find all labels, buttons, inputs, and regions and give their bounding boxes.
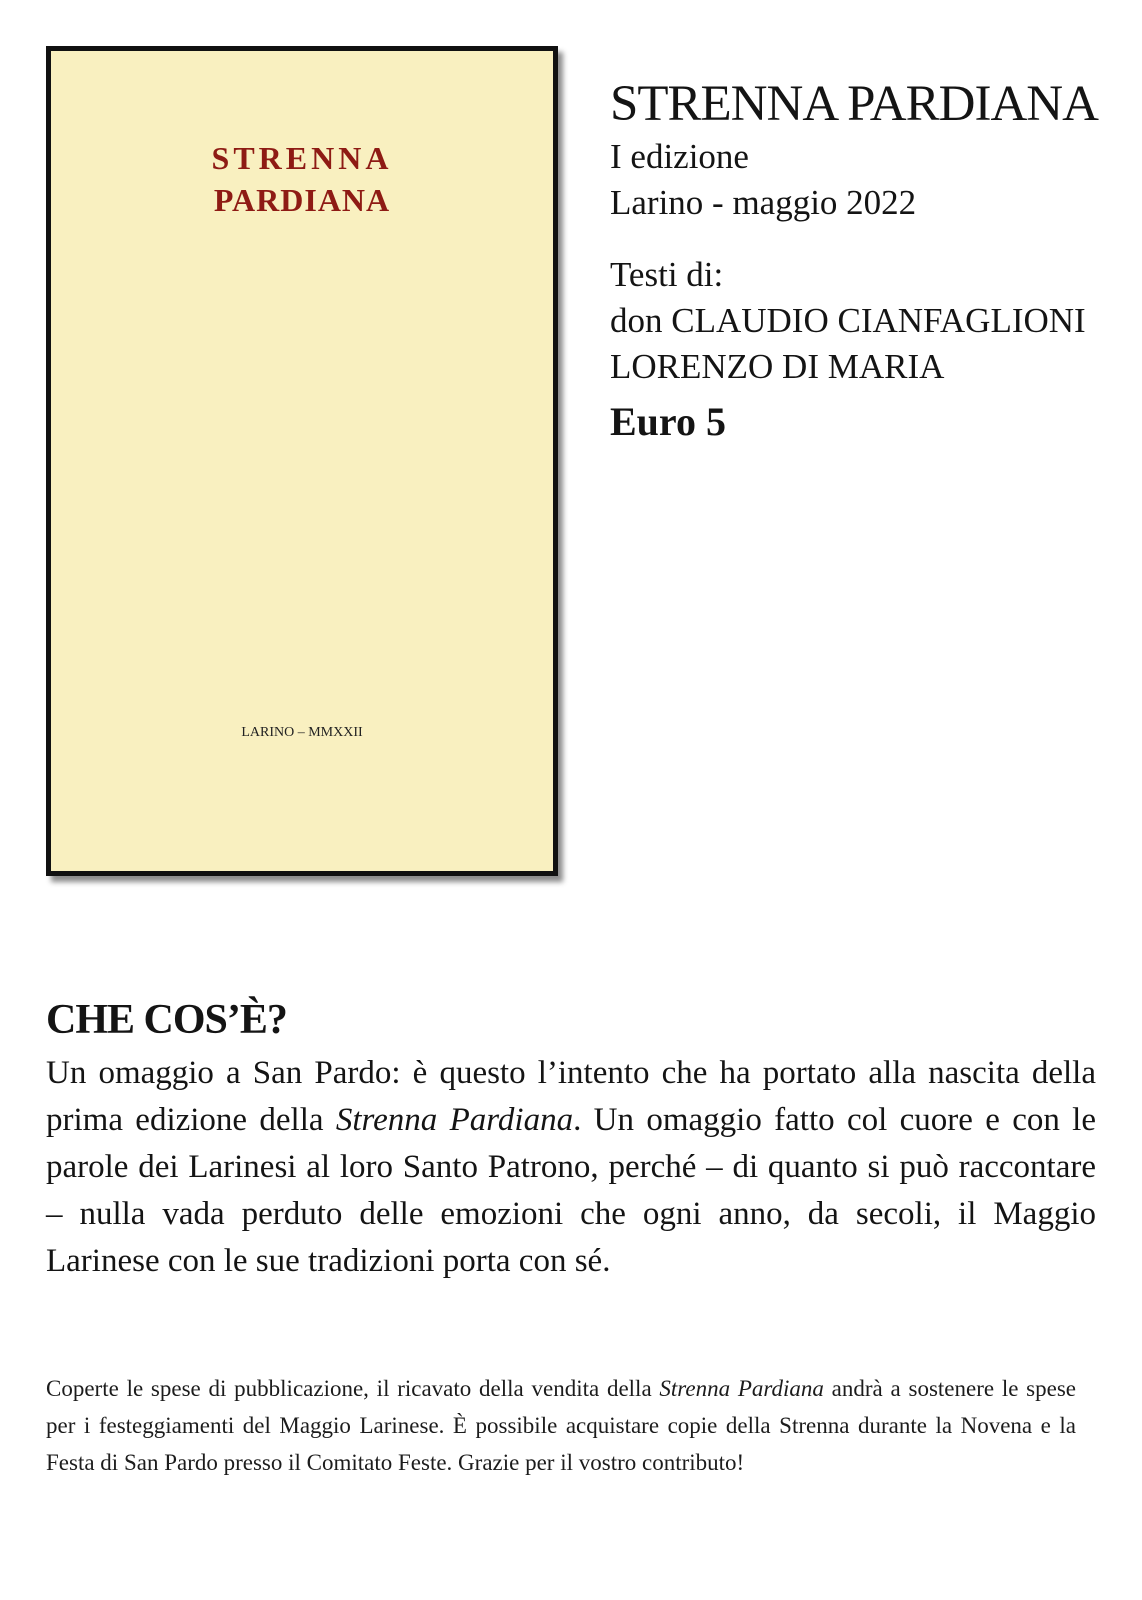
section-paragraph xyxy=(46,1050,1096,1285)
book-cover xyxy=(46,46,558,876)
cover-title-line2: PARDIANA xyxy=(213,182,391,218)
paragraph-text-1: Un omaggio a San Pardo: è questo l’intento che ha portato alla nascita della prima edizione della xyxy=(46,1055,1096,1138)
footnote-text-1: Coperte le spese di pubblicazione, il ricavato della vendita della xyxy=(46,1376,660,1401)
paragraph-text-2: . Un omaggio fatto col cuore e con le parole dei Larinesi al loro Santo Patrono, perché – di quanto si può raccontare – nulla vada perduto delle emozioni che ogni anno, da secoli, il Maggio Larinese con le sue tradizioni porta con sé. xyxy=(46,1102,1096,1279)
place-date: Larino - maggio 2022 xyxy=(610,183,917,222)
author-1: don CLAUDIO CIANFAGLIONI xyxy=(610,301,1086,340)
cover-title-line1: STRENNA xyxy=(211,140,393,176)
cover-footer: LARINO – MMXXII xyxy=(241,725,363,740)
edition: I edizione xyxy=(610,137,749,176)
section-heading: CHE COS’È? xyxy=(46,997,287,1043)
texts-label: Testi di: xyxy=(610,255,724,294)
paragraph-italic-title: Strenna Pardiana xyxy=(335,1102,574,1138)
book-info xyxy=(610,74,1130,450)
footnote-text-2: andrà a sostenere le spese per i festeggiamenti del Maggio Larinese. È possibile acquistare copie della Strenna durante la Novena e la Festa di San Pardo presso il Comitato Feste. Grazie per il vostro contributo! xyxy=(46,1376,1077,1475)
book-title: STRENNA PARDIANA xyxy=(610,76,1098,132)
cover-title xyxy=(51,137,553,221)
author-2: LORENZO DI MARIA xyxy=(610,347,945,386)
price: Euro 5 xyxy=(610,399,726,444)
what-is-it-section xyxy=(46,990,1096,1285)
footnote xyxy=(46,1370,1076,1481)
footnote-italic-title: Strenna Pardiana xyxy=(659,1376,824,1401)
